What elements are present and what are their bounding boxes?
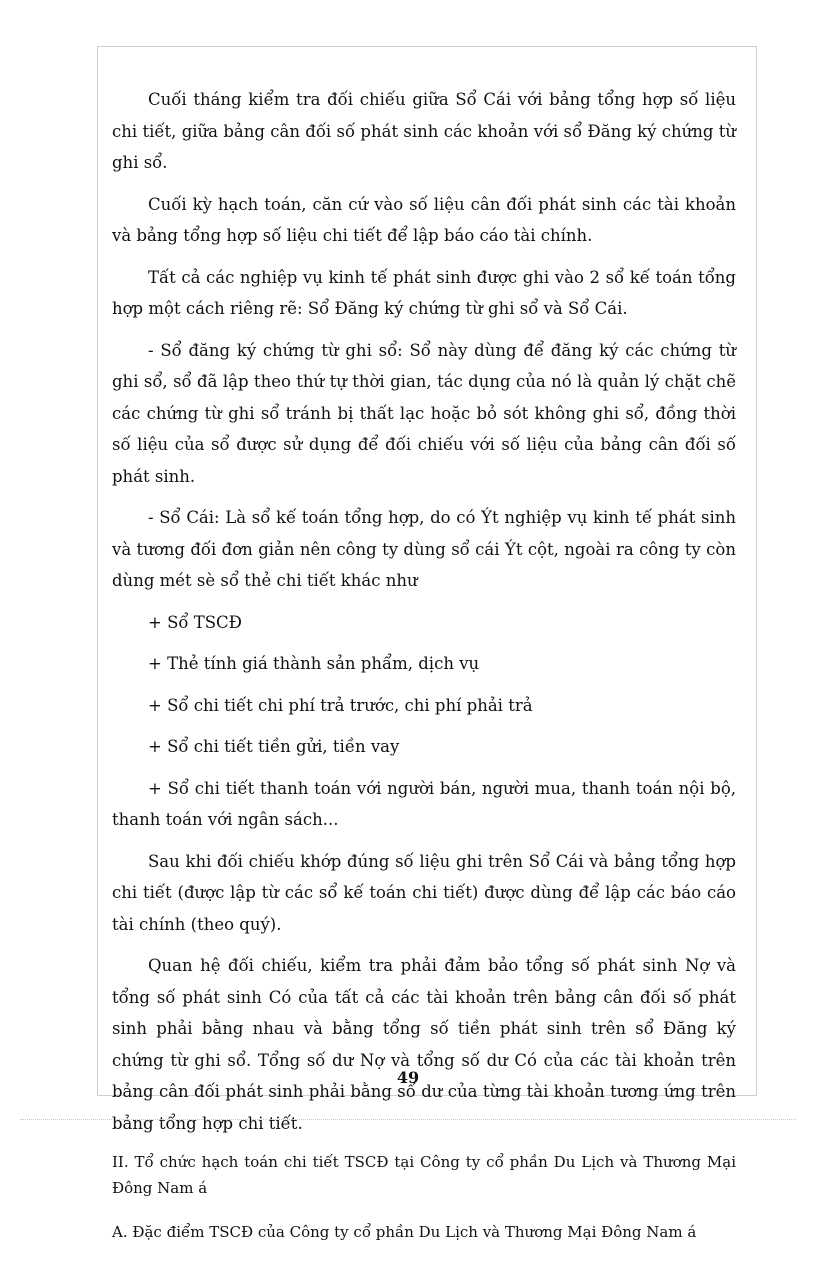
- list-item: + Sổ TSCĐ: [148, 612, 242, 632]
- paragraph: + Sổ chi tiết thanh toán với người bán, người mua, thanh toán nội bộ, thanh toán với ngân sách...: [112, 778, 736, 829]
- list-item: + Thẻ tính giá thành sản phẩm, dịch vụ: [148, 654, 480, 673]
- list-item: + Sổ chi tiết tiền gửi, tiền vay: [148, 737, 400, 756]
- paragraph: Sau khi đối chiếu khớp đúng số liệu ghi trên Sổ Cái và bảng tổng hợp chi tiết (được lập từ các sổ kế toán chi tiết) được dùng để lập các báo cáo tài chính (theo quý).: [112, 851, 736, 934]
- list-item: + Sổ chi tiết chi phí trả trước, chi phí phải trả: [148, 695, 533, 715]
- paragraph: Cuối kỳ hạch toán, căn cứ vào số liệu cân đối phát sinh các tài khoản và bảng tổng hợp số liệu chi tiết để lập báo cáo tài chính.: [112, 194, 736, 245]
- section-heading: II. Tổ chức hạch toán chi tiết TSCĐ tại Công ty cổ phần Du Lịch và Thương Mại Đông Nam á: [112, 1153, 736, 1197]
- paragraph: - Sổ Cái: Là sổ kế toán tổng hợp, do có Ýt nghiệp vụ kinh tế phát sinh và tương đối đơn giản nên công ty dùng sổ cái Ýt cột, ngoài ra công ty còn dùng mét sè sổ thẻ chi tiết khác như: [112, 508, 736, 590]
- paragraph: Tất cả các nghiệp vụ kinh tế phát sinh được ghi vào 2 sổ kế toán tổng hợp một cách riêng rẽ: Sổ Đăng ký chứng từ ghi sổ và Sổ Cái.: [112, 267, 736, 318]
- subsection-heading: A. Đặc điểm TSCĐ của Công ty cổ phần Du Lịch và Thương Mại Đông Nam á: [112, 1223, 697, 1241]
- page-number: 49: [396, 1068, 420, 1087]
- paragraph: - Sổ đăng ký chứng từ ghi sổ: Sổ này dùng để đăng ký các chứng từ ghi sổ, sổ đã lập theo thứ tự thời gian, tác dụng của nó là quản lý chặt chẽ các chứng từ ghi sổ tránh bị thất lạc hoặc bỏ sót không ghi sổ, đồng thời số liệu của sổ được sử dụng để đối chiếu với số liệu của bảng cân đối số phát sinh.: [112, 340, 736, 486]
- paragraph: Quan hệ đối chiếu, kiểm tra phải đảm bảo tổng số phát sinh Nợ và tổng số phát sinh Có của tất cả các tài khoản trên bảng cân đối số phát sinh phải bằng nhau và bằng tổng số tiền phát sinh trên sổ Đăng ký chứng từ ghi sổ. Tổng số dư Nợ và tổng số dư Có của các tài khoản trên bảng cân đối phát sinh phải bằng số dư của từng tài khoản tương ứng trên bảng tổng hợp chi tiết.: [112, 956, 736, 1133]
- paragraph: Cuối tháng kiểm tra đối chiếu giữa Sổ Cái với bảng tổng hợp số liệu chi tiết, giữa bảng cân đối số phát sinh các khoản với sổ Đăng ký chứng từ ghi sổ.: [112, 90, 736, 172]
- footer-divider: [20, 1119, 796, 1120]
